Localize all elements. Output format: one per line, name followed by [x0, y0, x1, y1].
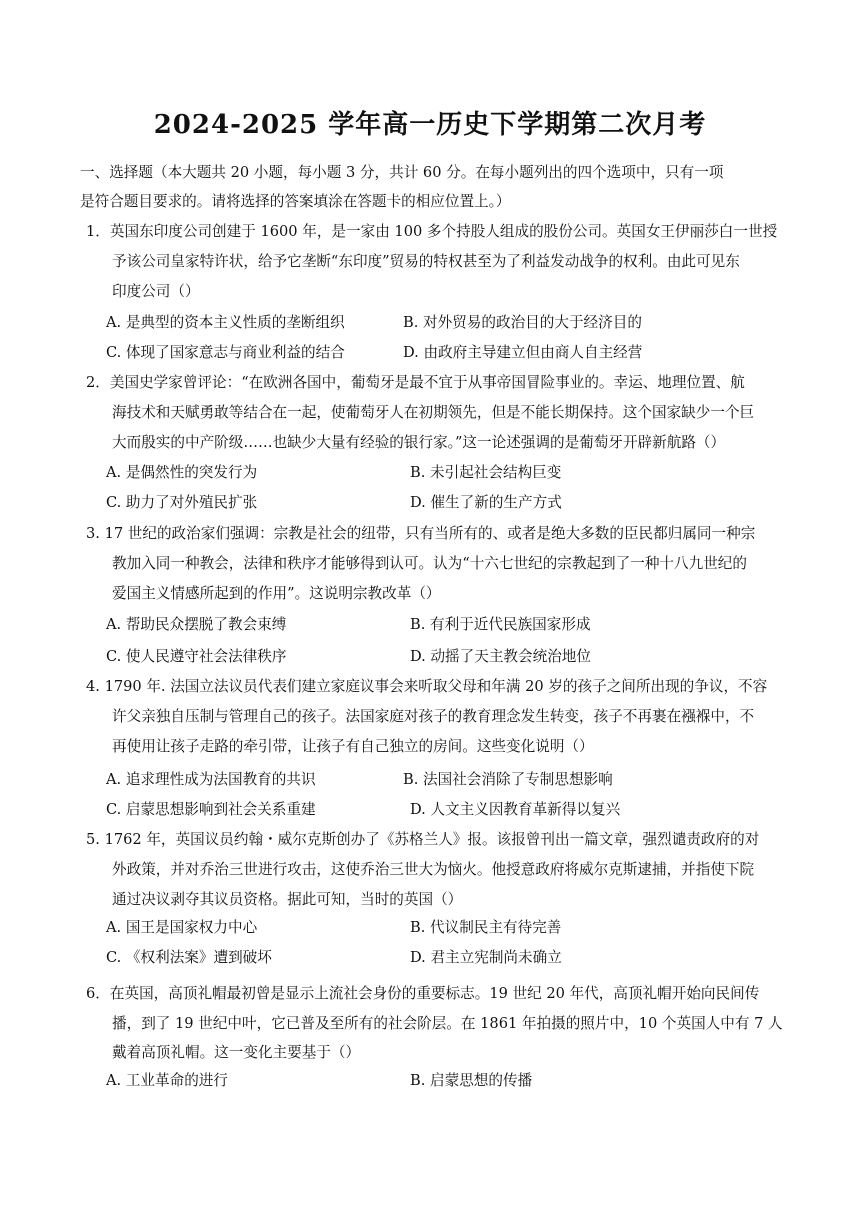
question-4-line2: 许父亲独自压制与管理自己的孩子。法国家庭对孩子的教育理念发生转变，孩子不再裹在襁褓中，不: [112, 708, 755, 725]
exam-title: 2024-2025 学年高一历史下学期第二次月考: [153, 110, 707, 140]
question-2-option-a: A. 是偶然性的突发行为: [106, 464, 258, 481]
question-5-option-a: A. 国王是国家权力中心: [106, 919, 258, 936]
question-1-line1: 1．英国东印度公司创建于 1600 年，是一家由 100 多个持股人组成的股份公司。英国女王伊丽莎白一世授: [86, 223, 778, 240]
question-4-option-a: A. 追求理性成为法国教育的共识: [106, 771, 316, 788]
question-2-line3: 大而殷实的中产阶级……也缺少大量有经验的银行家。”这一论述强调的是葡萄牙开辟新航路（）: [112, 434, 726, 451]
question-3-option-a: A. 帮助民众摆脱了教会束缚: [106, 616, 287, 633]
question-5-option-c: C. 《权利法案》遭到破坏: [106, 949, 272, 966]
question-1-option-c: C. 体现了国家意志与商业利益的结合: [106, 344, 345, 361]
question-3-option-b: B. 有利于近代民族国家形成: [410, 616, 591, 633]
question-1-option-a: A. 是典型的资本主义性质的垄断组织: [106, 314, 345, 331]
question-6-option-b: B. 启蒙思想的传播: [410, 1072, 533, 1089]
question-4-line1: 4. 1790 年. 法国立法议员代表们建立家庭议事会来听取父母和年满 20 岁的孩子之间所出现的争议，不容: [86, 678, 768, 695]
question-3-line3: 爱国主义情感所起到的作用”。这说明宗教改革（）: [112, 585, 441, 602]
question-6-line2: 播，到了 19 世纪中叶，它已普及至所有的社会阶层。在 1861 年拍摄的照片中，10 个英国人中有 7 人: [112, 1015, 783, 1032]
question-1-line2: 予该公司皇家特许状，给予它垄断“东印度”贸易的特权甚至为了利益发动战争的权利。由此可见东: [112, 253, 740, 270]
question-5-line3: 通过决议剥夺其议员资格。据此可知，当时的英国（）: [112, 891, 463, 908]
question-4-option-c: C. 启蒙思想影响到社会关系重建: [106, 801, 316, 818]
question-3-line1: 3. 17 世纪的政治家们强调：宗教是社会的纽带，只有当所有的、或者是绝大多数的臣民都归属同一种宗: [86, 525, 756, 542]
question-2-line1: 2．美国史学家曾评论：“在欧洲各国中，葡萄牙是最不宜于从事帝国冒险事业的。幸运、地理位置、航: [86, 374, 745, 391]
question-1-option-b: B. 对外贸易的政治目的大于经济目的: [403, 314, 642, 331]
question-5-line1: 5. 1762 年，英国议员约翰・威尔克斯创办了《苏格兰人》报。该报曾刊出一篇文章，强烈谴责政府的对: [86, 831, 760, 848]
question-2-option-c: C. 助力了对外殖民扩张: [106, 494, 258, 511]
question-5-option-d: D. 君主立宪制尚未确立: [410, 949, 562, 966]
section-instructions-line1: 一、选择题（本大题共 20 小题，每小题 3 分，共计 60 分。在每小题列出的四个选项中，只有一项: [80, 164, 724, 181]
question-4-option-b: B. 法国社会消除了专制思想影响: [403, 771, 613, 788]
question-2-line2: 海技术和天赋勇敢等结合在一起，使葡萄牙人在初期领先，但是不能长期保持。这个国家缺少一个巨: [112, 404, 755, 421]
question-3-option-c: C. 使人民遵守社会法律秩序: [106, 648, 287, 665]
question-3-option-d: D. 动摇了天主教会统治地位: [410, 648, 591, 665]
question-3-line2: 教加入同一种教会，法律和秩序才能够得到认可。认为“十六七世纪的宗教起到了一种十八九世纪的: [112, 555, 747, 572]
question-4-option-d: D. 人文主义因教育革新得以复兴: [410, 801, 621, 818]
question-1-option-d: D. 由政府主导建立但由商人自主经营: [403, 344, 643, 361]
question-6-line1: 6．在英国，高顶礼帽最初曾是显示上流社会身份的重要标志。19 世纪 20 年代，高顶礼帽开始向民间传: [86, 985, 760, 1002]
question-5-option-b: B. 代议制民主有待完善: [410, 919, 562, 936]
question-2-option-d: D. 催生了新的生产方式: [410, 494, 562, 511]
question-6-line3: 戴着高顶礼帽。这一变化主要基于（）: [112, 1044, 361, 1061]
question-1-line3: 印度公司（）: [112, 283, 200, 300]
question-6-option-a: A. 工业革命的进行: [106, 1072, 228, 1089]
section-instructions-line2: 是符合题目要求的。请将选择的答案填涂在答题卡的相应位置上。）: [80, 193, 511, 210]
question-5-line2: 外政策，并对乔治三世进行攻击，这使乔治三世大为恼火。他授意政府将威尔克斯逮捕，并指使下院: [112, 861, 755, 878]
question-2-option-b: B. 未引起社会结构巨变: [410, 464, 562, 481]
question-4-line3: 再使用让孩子走路的牵引带，让孩子有自己独立的房间。这些变化说明（）: [112, 738, 594, 755]
